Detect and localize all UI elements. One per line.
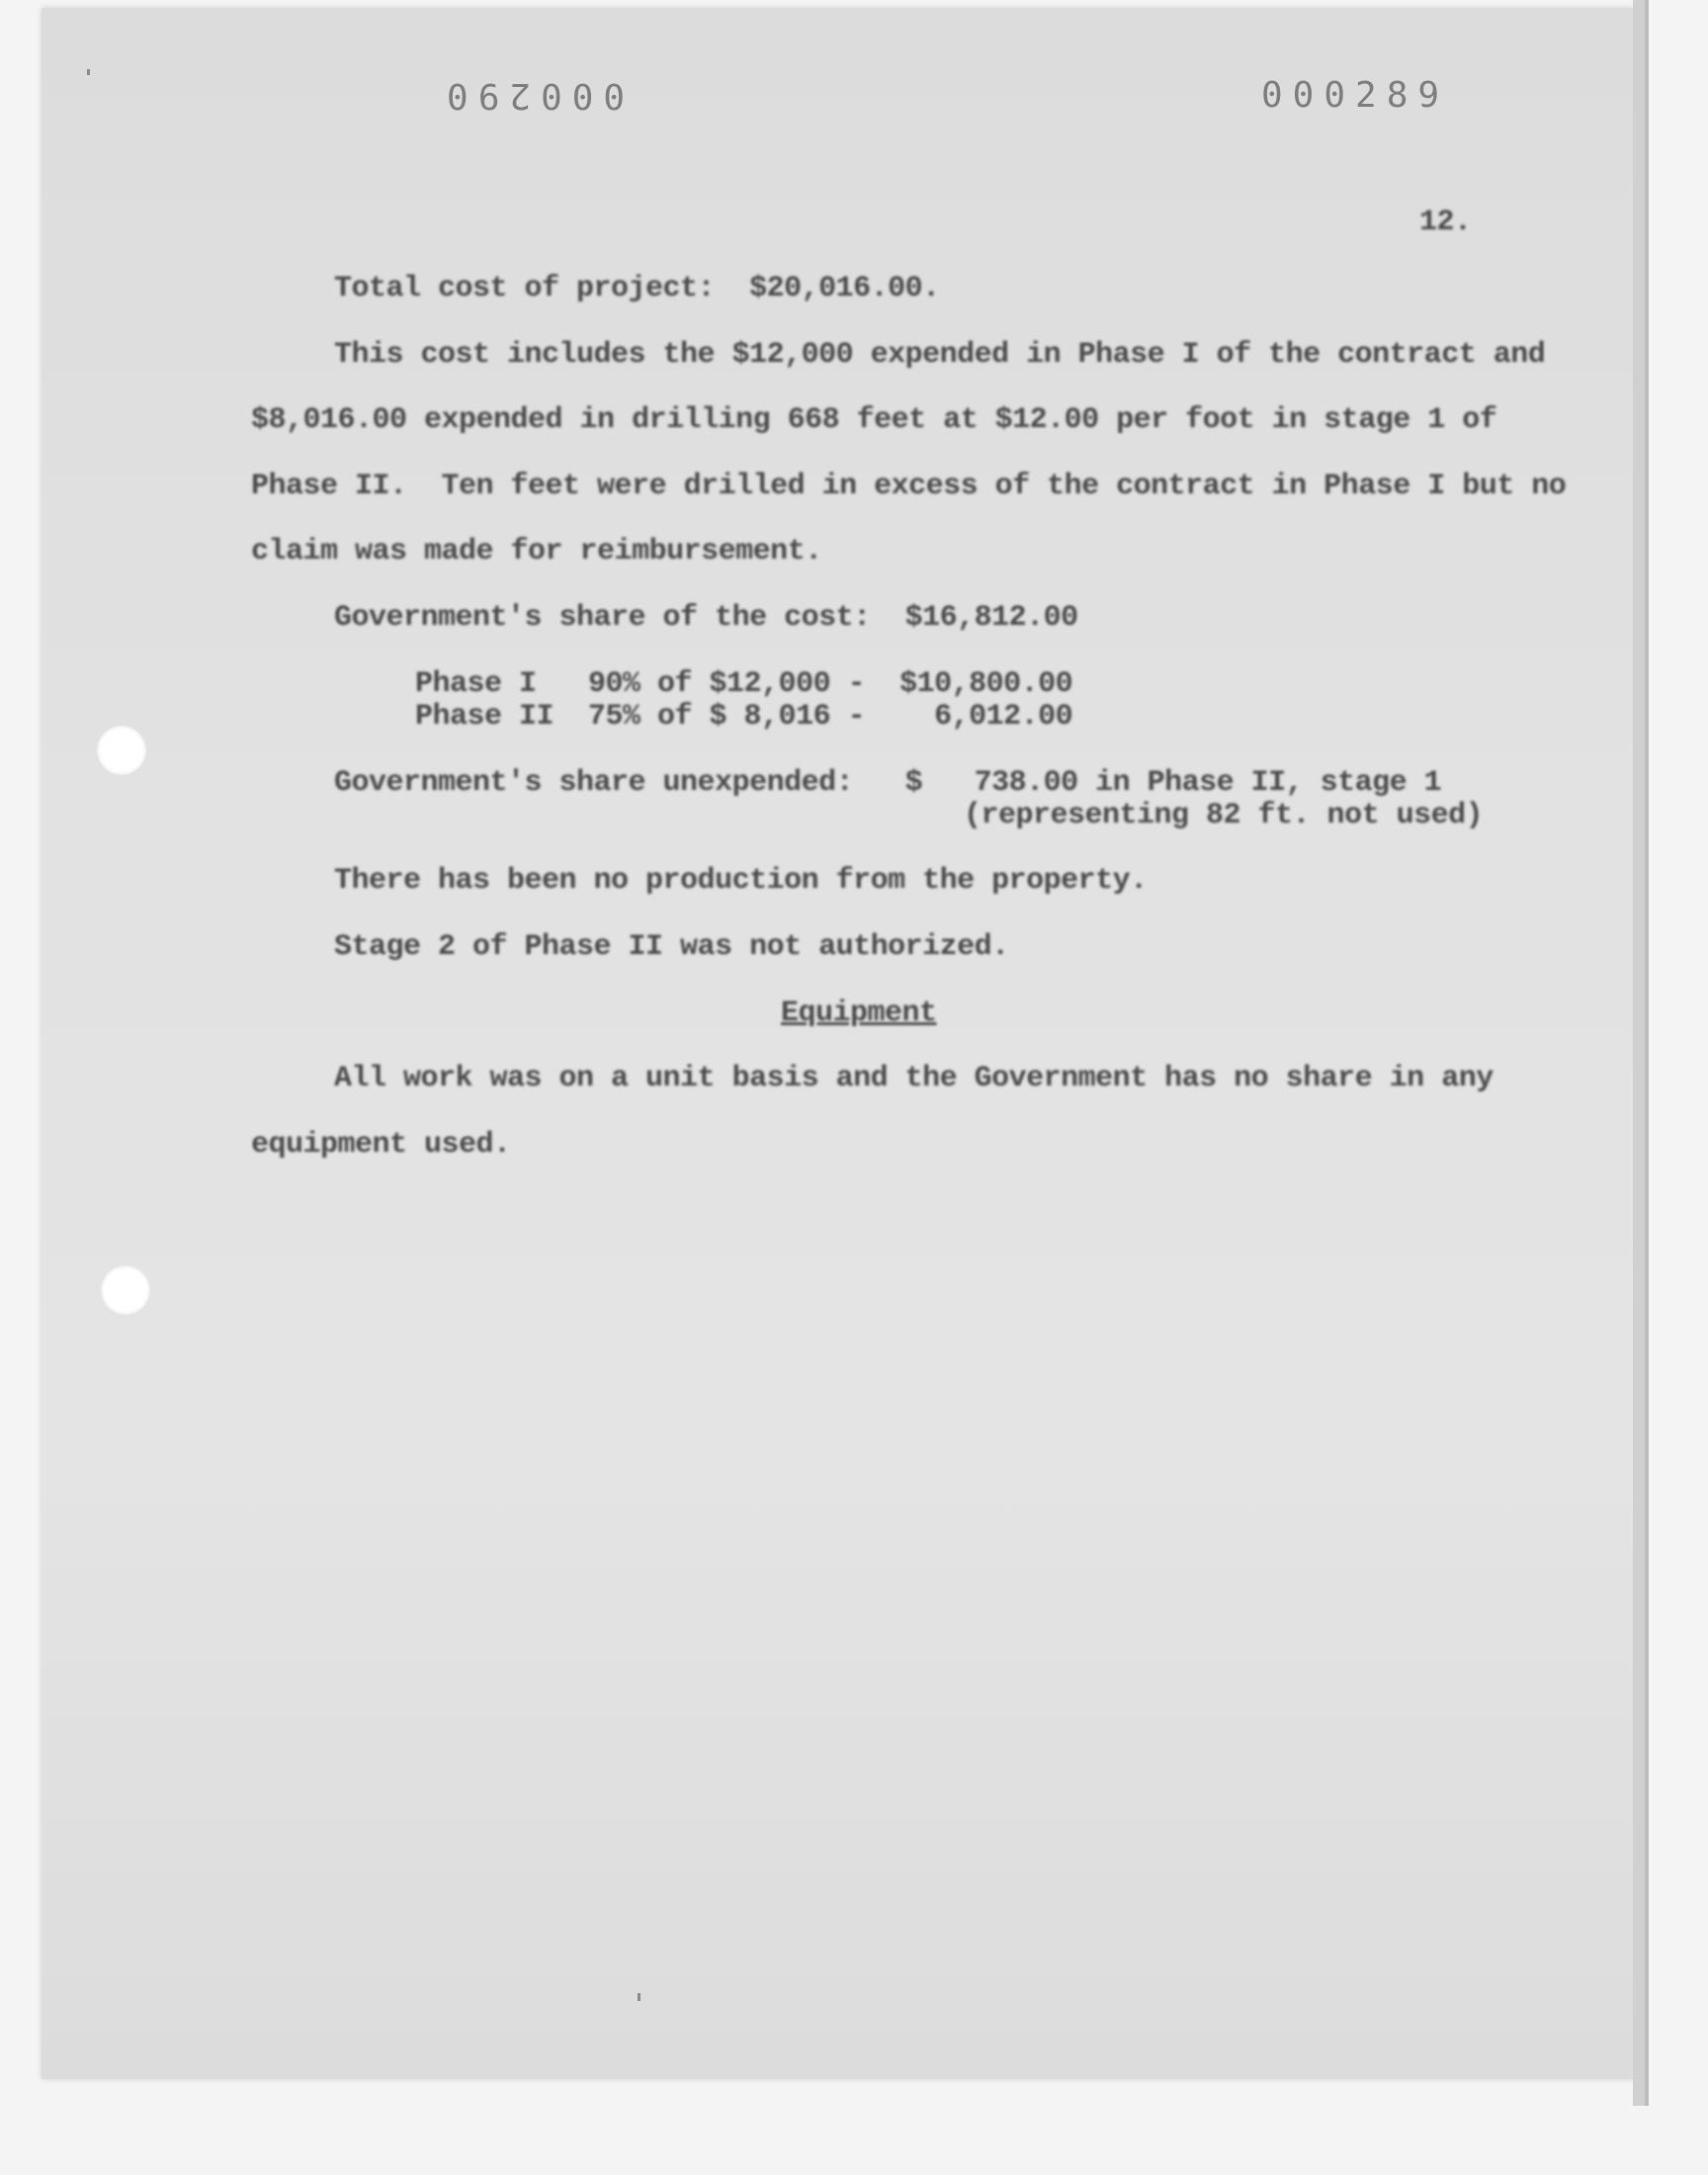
unexpended-share-line: Government's share unexpended: $ 738.00 in Phase II, stage 1 (334, 766, 1442, 800)
production-statement: There has been no production from the property. (334, 864, 1148, 898)
page-edge-shadow (1645, 0, 1649, 2106)
phase-two-breakdown: Phase II 75% of $ 8,016 - 6,012.00 (415, 700, 1073, 734)
scan-speck (638, 1993, 640, 2001)
equipment-paragraph-line: All work was on a unit basis and the Government has no share in any (334, 1062, 1494, 1095)
total-cost-line: Total cost of project: $20,016.00. (334, 272, 940, 305)
government-share-line: Government's share of the cost: $16,812.00 (334, 601, 1078, 635)
cost-paragraph-line: Phase II. Ten feet were drilled in excess of the contract in Phase I but no (251, 470, 1567, 503)
unexpended-note: (representing 82 ft. not used) (964, 799, 1484, 832)
cost-paragraph-line: This cost includes the $12,000 expended in Phase I of the contract and (334, 338, 1546, 372)
punch-hole-lower (101, 1265, 150, 1315)
stage-two-statement: Stage 2 of Phase II was not authorized. (334, 930, 1009, 964)
page-edge-strip (1633, 0, 1645, 2106)
bates-stamp: 000289 (1261, 75, 1450, 116)
cost-paragraph-line: claim was made for reimbursement. (251, 535, 822, 568)
equipment-heading: Equipment (781, 997, 937, 1030)
phase-one-breakdown: Phase I 90% of $12,000 - $10,800.00 (415, 667, 1073, 701)
bates-stamp-inverted: 000290 (437, 75, 626, 116)
scan-speck (87, 69, 90, 75)
cost-paragraph-line: $8,016.00 expended in drilling 668 feet at $12.00 per foot in stage 1 of (251, 403, 1497, 437)
equipment-paragraph-line: equipment used. (251, 1128, 511, 1162)
punch-hole-upper (97, 726, 146, 775)
document-page (42, 8, 1633, 2079)
page-number: 12. (1419, 206, 1472, 239)
